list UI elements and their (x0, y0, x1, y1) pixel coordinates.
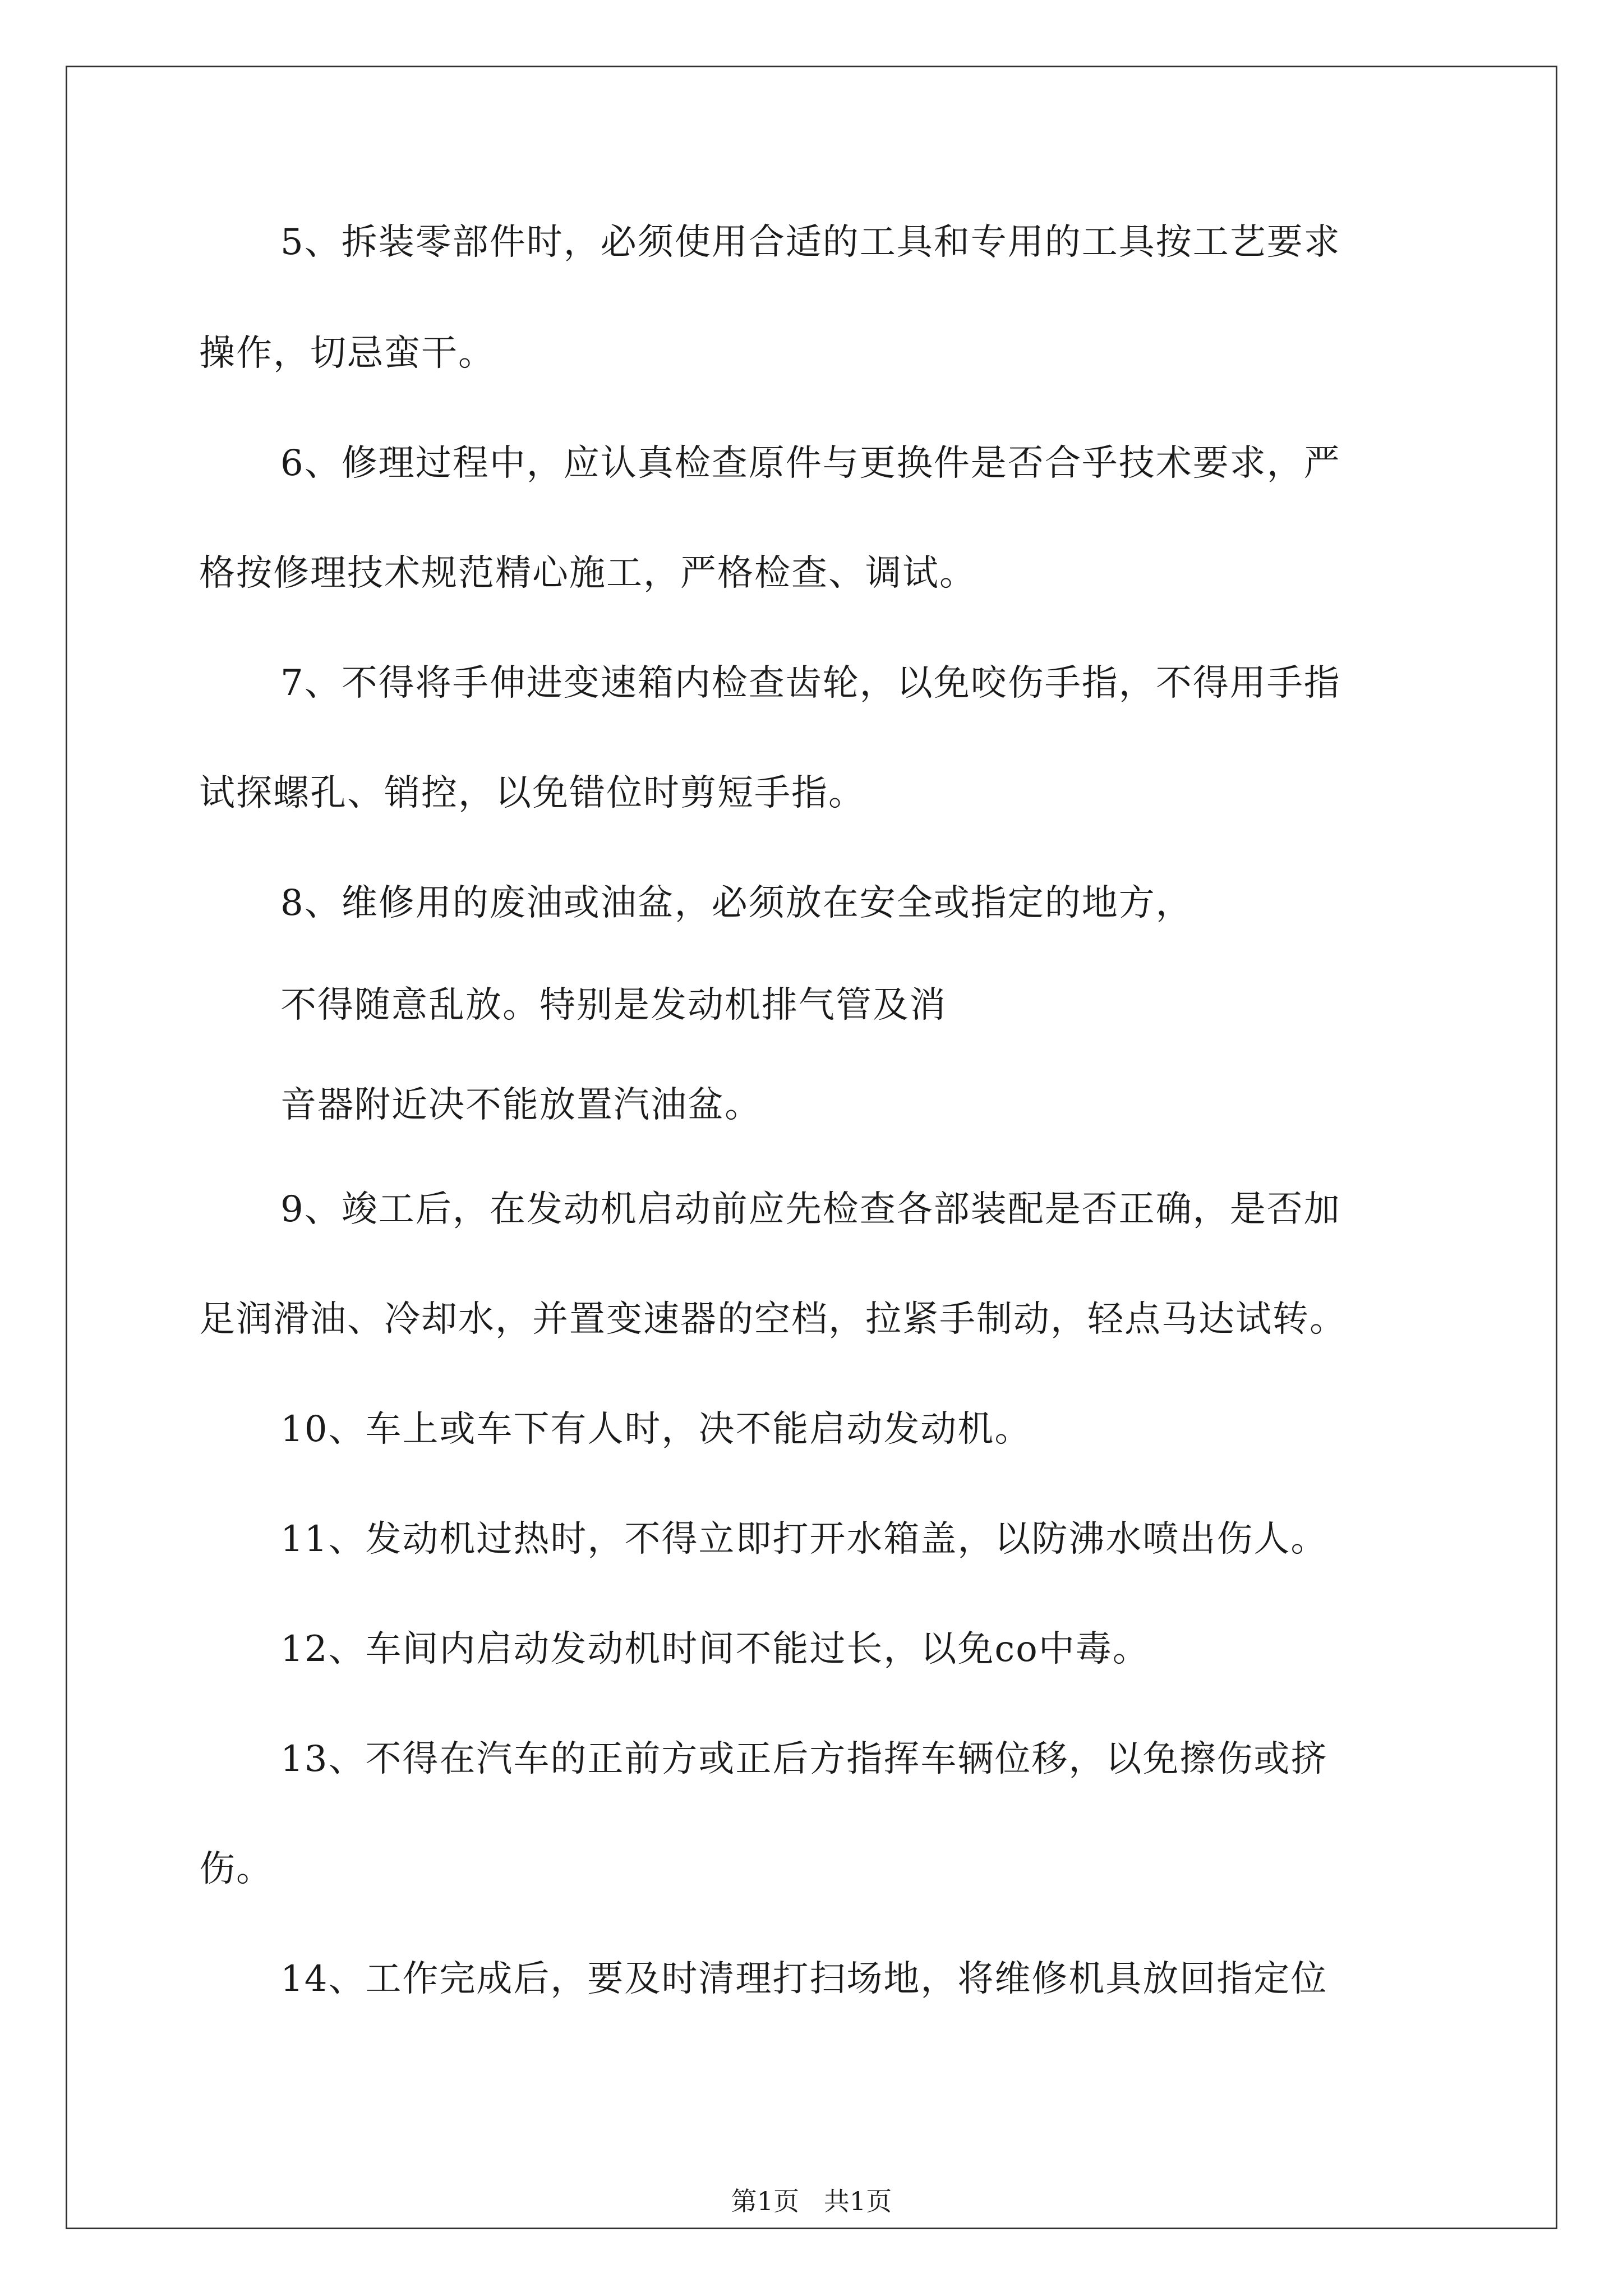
text-line-13: 11、发动机过热时，不得立即打开水箱盖，以防沸水喷出伤人。 (280, 1519, 1328, 1560)
text-line-1: 5、拆装零部件时，必须使用合适的工具和专用的工具按工艺要求 (280, 222, 1341, 263)
text-line-17: 14、工作完成后，要及时清理打扫场地，将维修机具放回指定位 (280, 1958, 1328, 2000)
text-line-9: 音器附近决不能放置汽油盆。 (280, 1084, 762, 1126)
text-line-7: 8、维修用的废油或油盆，必须放在安全或指定的地方， (280, 882, 1193, 924)
page-border (66, 66, 1557, 2229)
text-line-15: 13、不得在汽车的正前方或正后方指挥车辆位移，以免擦伤或挤 (280, 1738, 1328, 1780)
text-line-14: 12、车间内启动发动机时间不能过长，以免co中毒。 (280, 1628, 1150, 1670)
text-line-8: 不得随意乱放。特别是发动机排气管及消 (280, 984, 947, 1026)
text-line-11: 足润滑油、冷却水，并置变速器的空档，拉紧手制动，轻点马达试转。 (199, 1299, 1347, 1340)
text-line-6: 试探螺孔、销控，以免错位时剪短手指。 (199, 772, 865, 814)
page-number-footer: 第1页 共1页 (731, 2186, 892, 2216)
text-line-12: 10、车上或车下有人时，决不能启动发动机。 (280, 1409, 1032, 1450)
text-line-4: 格按修理技术规范精心施工，严格检查、调试。 (199, 553, 976, 594)
text-line-10: 9、竣工后，在发动机启动前应先检查各部装配是否正确，是否加 (280, 1189, 1341, 1230)
text-line-16: 伤。 (199, 1848, 273, 1890)
text-line-3: 6、修理过程中，应认真检查原件与更换件是否合乎技术要求，严 (280, 443, 1341, 484)
text-line-5: 7、不得将手伸进变速箱内检查齿轮，以免咬伤手指，不得用手指 (280, 662, 1341, 704)
text-line-2: 操作，切忌蛮干。 (199, 333, 495, 374)
